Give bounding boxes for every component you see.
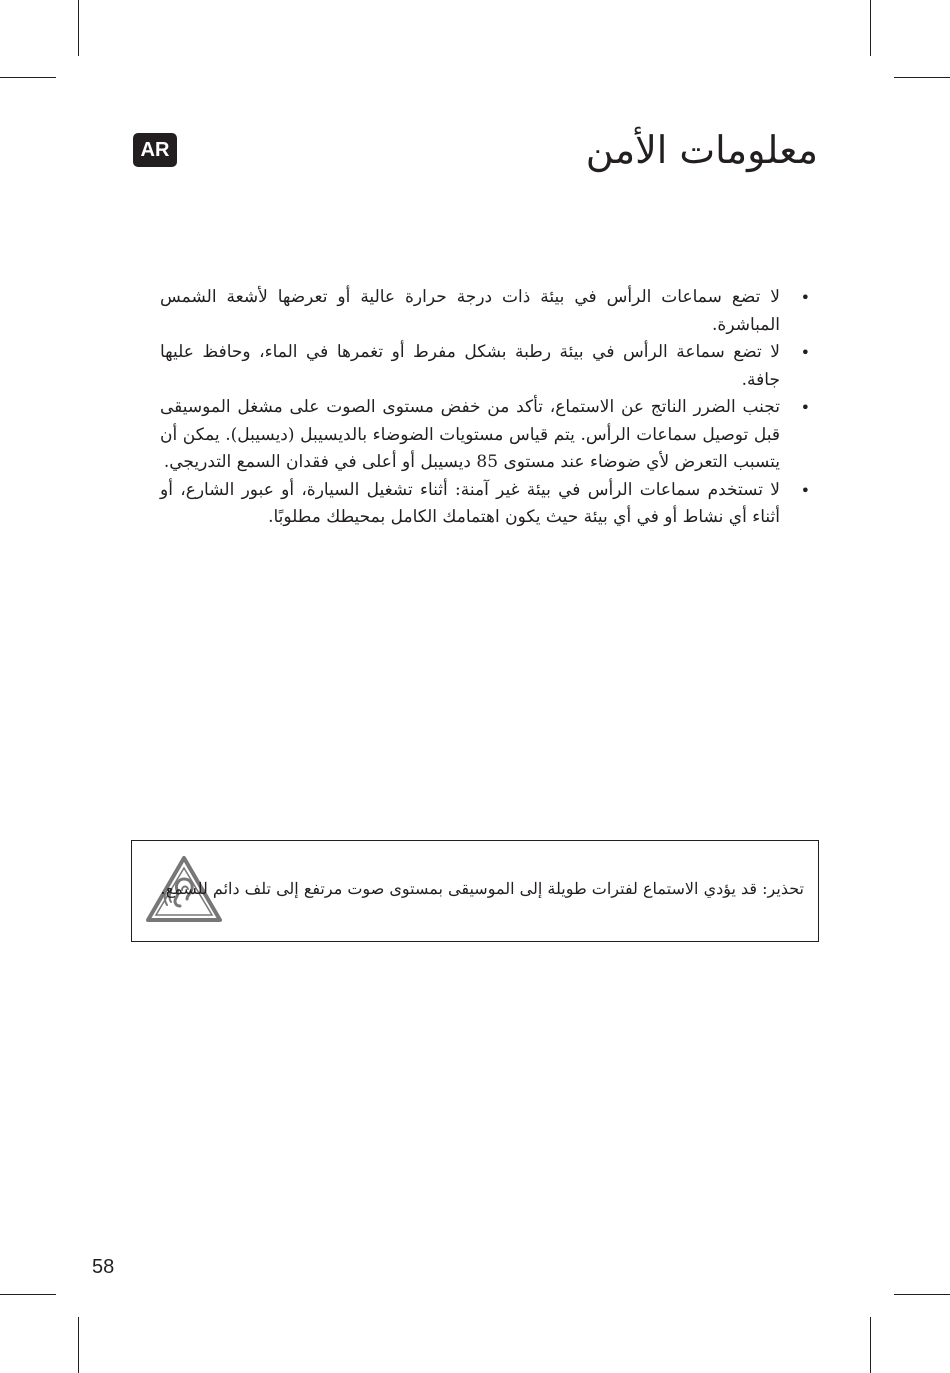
crop-mark: [0, 77, 56, 78]
list-item: [160, 339, 812, 394]
crop-mark: [894, 77, 950, 78]
hearing-warning-box: [131, 840, 819, 942]
crop-mark: [894, 1294, 950, 1295]
safety-bullet-list: [160, 284, 812, 532]
list-item: [160, 477, 812, 532]
warning-text: تحذير: قد يؤدي الاستماع لفترات طويلة إلى الموسيقى بمستوى صوت مرتفع إلى تلف دائم للسمع.: [160, 879, 804, 898]
bullet-text: تجنب الضرر الناتج عن الاستماع، تأكد من خفض مستوى الصوت على مشغل الموسيقى قبل توصيل سماعات الرأس. يتم قياس مستويات الضوضاء بالديسيبل (ديسيبل). يمكن أن يتسبب التعرض لأي ضوضاء عند مستوى 85 ديسيبل أو أعلى في فقدان السمع التدريجي.: [160, 397, 780, 472]
bullet-icon: •: [800, 288, 810, 307]
bullet-icon: •: [800, 343, 810, 362]
list-item: [160, 284, 812, 339]
page-title: معلومات الأمن: [585, 128, 818, 172]
bullet-icon: •: [800, 398, 810, 417]
list-item: [160, 394, 812, 477]
page-number: 58: [92, 1256, 115, 1278]
bullet-icon: •: [800, 480, 810, 500]
crop-mark: [0, 1294, 56, 1295]
language-badge: AR: [133, 133, 177, 167]
bullet-text: لا تستخدم سماعات الرأس في بيئة غير آمنة: أثناء تشغيل السيارة، أو عبور الشارع، أو أثناء أي نشاط أو في أي بيئة حيث يكون اهتمامك الكامل بمحيطك مطلوبًا.: [160, 479, 780, 527]
crop-mark: [78, 0, 79, 56]
bullet-text: لا تضع سماعات الرأس في بيئة ذات درجة حرارة عالية أو تعرضها لأشعة الشمس المباشرة.: [160, 287, 780, 335]
crop-mark: [78, 1317, 79, 1373]
crop-mark: [870, 1317, 871, 1373]
bullet-text: لا تضع سماعة الرأس في بيئة رطبة بشكل مفرط أو تغمرها في الماء، وحافظ عليها جافة.: [160, 342, 780, 390]
crop-mark: [870, 0, 871, 56]
